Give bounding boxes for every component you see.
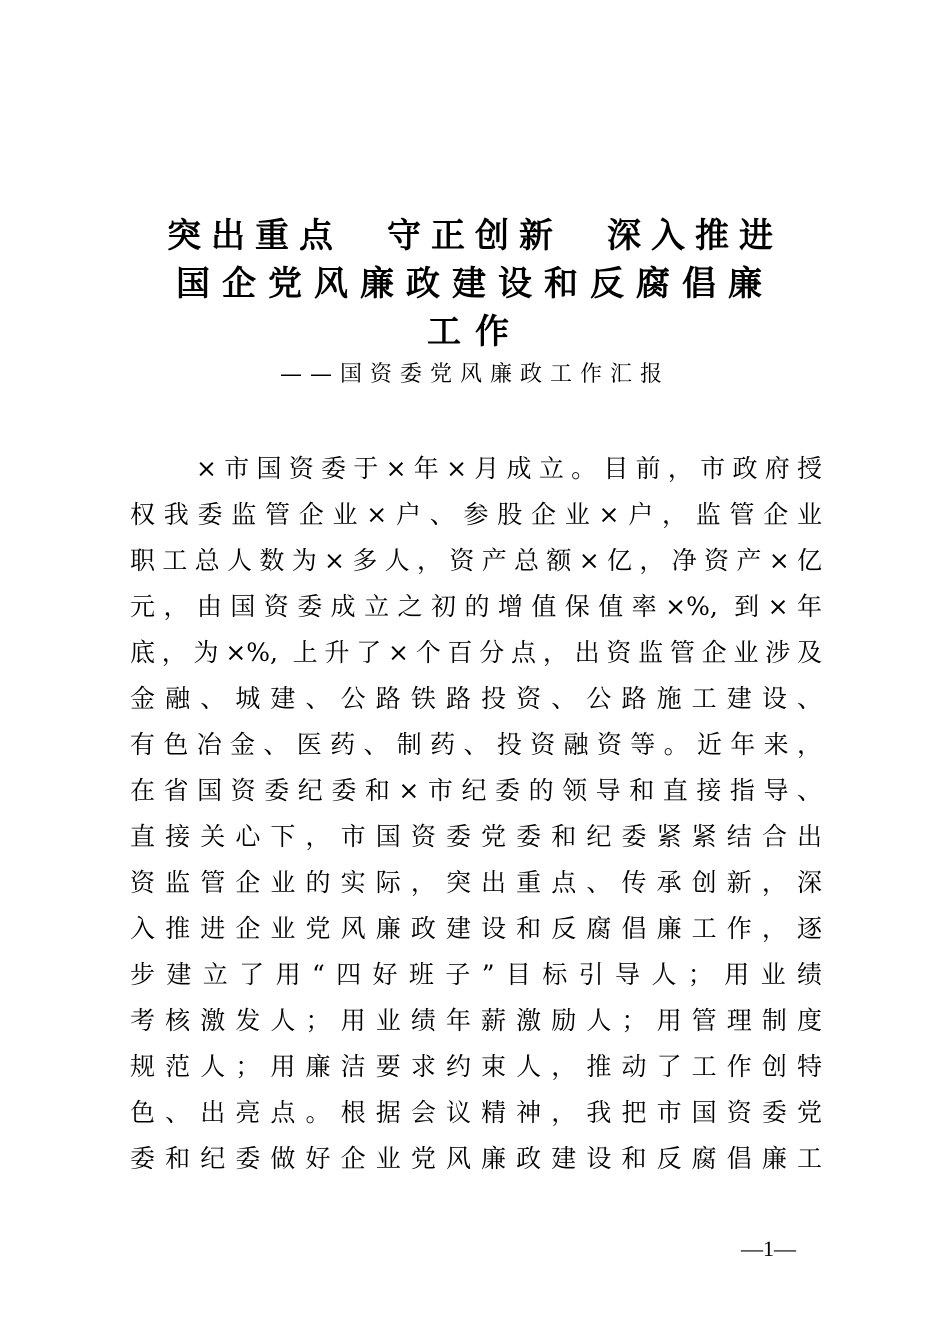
body-line: 金融、城建、公路铁路投资、公路施工建设、: [130, 684, 822, 713]
body-paragraph: [130, 446, 822, 1182]
body-line: 入推进企业党风廉政建设和反腐倡廉工作，逐: [130, 914, 822, 943]
body-line: ×市国资委于×年×月成立。目前，市政府授: [196, 454, 822, 483]
body-line: 直接关心下，市国资委党委和纪委紧紧结合出: [130, 822, 822, 851]
title-line-1: 突出重点 守正创新 深入推进: [167, 216, 783, 256]
body-line: 色、出亮点。根据会议精神，我把市国资委党: [130, 1098, 822, 1127]
body-line: 步建立了用“四好班子”目标引导人；用业绩: [130, 960, 822, 989]
body-line: 职工总人数为×多人，资产总额×亿，净资产×亿: [130, 546, 822, 575]
body-line: 权我委监管企业×户、参股企业×户，监管企业: [130, 500, 822, 529]
body-line: 在省国资委纪委和×市纪委的领导和直接指导、: [130, 776, 822, 805]
body-line: 考核激发人；用业绩年薪激励人；用管理制度: [130, 1006, 822, 1035]
title-line-2: 国企党风廉政建设和反腐倡廉: [176, 264, 774, 304]
page-number: —1—: [741, 1236, 796, 1261]
body-line: 底，为×%, 上升了×个百分点，出资监管企业涉及: [130, 638, 822, 667]
body-line: 委和纪委做好企业党风廉政建设和反腐倡廉工: [130, 1144, 822, 1173]
body-line: 资监管企业的实际，突出重点、传承创新，深: [130, 868, 822, 897]
document-title: [0, 212, 950, 356]
body-line: 规范人；用廉洁要求约束人，推动了工作创特: [130, 1052, 822, 1081]
body-line: 有色冶金、医药、制药、投资融资等。近年来，: [130, 730, 822, 759]
document-subtitle: ——国资委党风廉政工作汇报: [279, 362, 670, 387]
title-line-3: 工作: [427, 312, 523, 352]
body-line: 元，由国资委成立之初的增值保值率×%, 到×年: [130, 592, 822, 621]
